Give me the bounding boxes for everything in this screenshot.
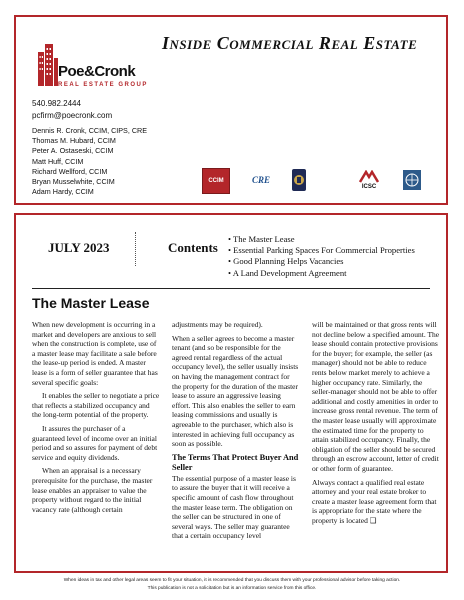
contents-item[interactable]: • A Land Development Agreement — [228, 268, 415, 279]
paragraph: The essential purpose of a master lease is to assure the buyer that it will receive a specific amount of cash flow throughout the master lease term. The obligation on the seller can be structured in one of several ways. The seller may guarantee that a certain occupancy level — [172, 473, 296, 541]
paragraph: When an appraisal is a necessary prerequisite for the purchase, the master lease enables an appraiser to value the property without regard to the initial vacancy rate (although certain — [32, 466, 153, 514]
icsc-logo: ICSC — [354, 168, 384, 192]
article-column-3 — [312, 320, 440, 529]
globe-seal-icon — [402, 168, 422, 192]
association-seal-icon — [290, 168, 308, 192]
agent-list — [32, 126, 147, 197]
subheading: The Terms That Protect Buyer And Seller — [172, 452, 299, 472]
article-column-1 — [32, 320, 160, 518]
contents-item[interactable]: • The Master Lease — [228, 234, 415, 245]
contents-divider — [135, 232, 136, 266]
footer-disclaimer: When ideas in tax and other legal areas seem to fit your situation, it is recommended that you discuss them with your professional advisor before taking action. — [63, 578, 401, 583]
article-column-2 — [172, 320, 300, 545]
contents-item[interactable]: • Good Planning Helps Vacancies — [228, 256, 415, 267]
cre-logo: CRE — [251, 175, 270, 185]
footer-note: This publication is not a solicitation but is an information service from this office. — [147, 586, 317, 591]
paragraph: Always contact a qualified real estate attorney and your real estate broker to create a master lease agreement form that is appropriate for the state where the property is located ❑ — [312, 477, 437, 525]
agent-name: Matt Huff, CCIM — [32, 156, 84, 166]
phone-number: 540.982.2444 — [32, 99, 81, 108]
logo-subtitle: REAL ESTATE GROUP — [58, 82, 148, 88]
agent-name: Richard Wellford, CCIM — [32, 166, 108, 176]
agent-name: Dennis R. Cronk, CCIM, CIPS, CRE — [32, 126, 148, 135]
issue-date: JULY 2023 — [48, 240, 110, 255]
contents-item[interactable]: • Essential Parking Spaces For Commercial Properties — [228, 245, 415, 256]
agent-name: Bryan Musselwhite, CCIM — [32, 177, 115, 187]
paragraph: adjustments may be required). — [172, 320, 263, 329]
ccim-logo: CCIM — [202, 168, 230, 194]
contents-list — [228, 234, 415, 279]
paragraph: It assures the purchaser of a guaranteed level of income over an initial period and so assures for payment of debt service and equity dividends. — [32, 423, 158, 462]
agent-name: Peter A. Ostaseski, CCIM — [32, 146, 114, 156]
section-rule — [32, 288, 430, 289]
email-address: pcfirm@poecronk.com — [32, 111, 113, 120]
contents-label: Contents — [168, 240, 218, 255]
contact-info — [32, 98, 112, 122]
paragraph: When new development is occurring in a market and developers are anxious to sell when the construction is complete, use of a master lease may facilitate a sale before the lease-up period is ended. A master lease is a form of seller guarantee that has several specific goals: — [32, 320, 158, 387]
newsletter-title: Inside Commercial Real Estate — [162, 33, 418, 53]
article-title: The Master Lease — [32, 295, 150, 311]
paragraph: It enables the seller to negotiate a price that reflects a stabilized occupancy and the long-term potential of the property. — [32, 391, 160, 420]
logo-name: Poe&Cronk — [58, 63, 136, 80]
paragraph: will be maintained or that gross rents will not decline below a specified amount. The lease should contain protective provisions for the buyer; for example, the seller (as manager) should not be able to reduce rents below market merely to achieve a higher occupancy rate. Similarly, the seller-manager should not be able to offer additional and costly amenities in order to increase gross rental revenue. The term of the master lease usually will approximate the estimated time for the property to attain stabilized occupancy. Finally, the obligation of the seller should be secured through an escrow account, letter of credit or other form of guarantee. — [312, 320, 440, 473]
paragraph: When a seller agrees to become a master tenant (and so be responsible for the agreed rental regardless of the actual occupancy level), the seller usually insists on having the management contract for the property for the duration of the master lease to assure an aggressive leasing effort. This also enables the seller to earn leasing commissions and usually is agreeable to the purchaser, which also is interested in achieving full occupancy as soon as possible. — [172, 333, 299, 449]
agent-name: Thomas M. Hubard, CCIM — [32, 136, 116, 146]
agent-name: Adam Hardy, CCIM — [32, 187, 94, 197]
